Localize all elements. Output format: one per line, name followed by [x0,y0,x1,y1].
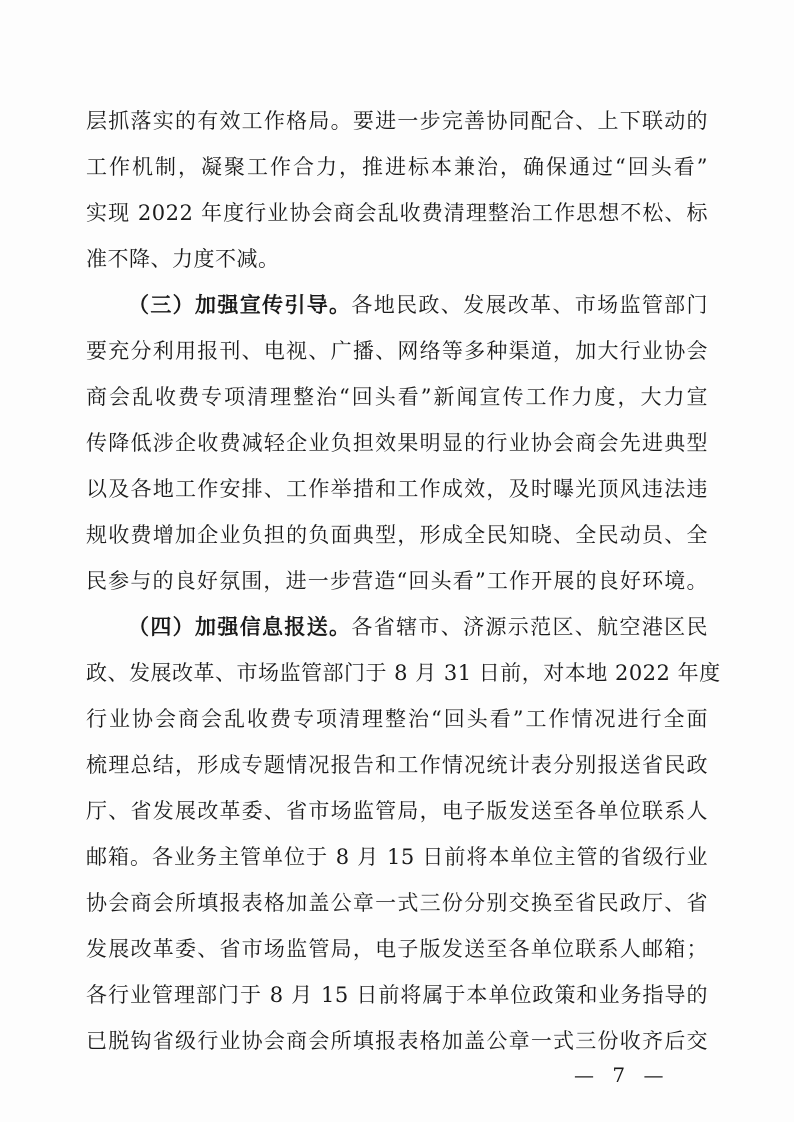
body-text-line: 邮箱。各业务主管单位于 8 月 15 日前将本单位主管的省级行业 [86,845,708,869]
body-text-line: 商会乱收费专项清理整治“回头看”新闻宣传工作力度，大力宣 [86,385,708,409]
body-text-line: 已脱钩省级行业协会商会所填报表格加盖公章一式三份收齐后交 [86,1029,708,1053]
page-number: — 7 — [574,1063,670,1087]
body-text-line: 政、发展改革、市场监管部门于 8 月 31 日前，对本地 2022 年度 [86,661,721,685]
body-text-line: 各行业管理部门于 8 月 15 日前将属于本单位政策和业务指导的 [86,983,708,1007]
body-text-line: 准不降、力度不减。 [86,247,280,271]
body-text-line: 要充分利用报刊、电视、广播、网络等多种渠道，加大行业协会 [86,339,708,363]
body-text-line: 实现 2022 年度行业协会商会乱收费清理整治工作思想不松、标 [86,201,708,225]
body-text-line: 梳理总结，形成专题情况报告和工作情况统计表分别报送省民政 [86,753,708,777]
body-text-line: 厅、省发展改革委、省市场监管局，电子版发送至各单位联系人 [86,799,708,823]
body-text-line: 发展改革委、省市场监管局，电子版发送至各单位联系人邮箱； [86,937,708,961]
section-4-first-line [128,614,708,640]
body-text-line: 规收费增加企业负担的负面典型，形成全民知晓、全民动员、全 [86,523,708,547]
section-3-heading: （三）加强宣传引导。 [128,292,352,317]
section-4-heading: （四）加强信息报送。 [128,614,352,639]
section-3-first-line [128,292,708,318]
body-text-line: 工作机制，凝聚工作合力，推进标本兼治，确保通过“回头看” [86,155,708,179]
body-text-line: 民参与的良好氛围，进一步营造“回头看”工作开展的良好环境。 [86,569,708,593]
section-4-lead-text: 各省辖市、济源示范区、航空港区民 [351,615,709,639]
body-text-line: 层抓落实的有效工作格局。要进一步完善协同配合、上下联动的 [86,109,708,133]
section-3-lead-text: 各地民政、发展改革、市场监管部门 [351,293,709,317]
body-text-line: 以及各地工作安排、工作举措和工作成效，及时曝光顶风违法违 [86,477,708,501]
body-text-line: 行业协会商会乱收费专项清理整治“回头看”工作情况进行全面 [86,707,708,731]
body-text-line: 传降低涉企收费减轻企业负担效果明显的行业协会商会先进典型 [86,431,708,455]
body-text-line: 协会商会所填报表格加盖公章一式三份分别交换至省民政厅、省 [86,891,708,915]
